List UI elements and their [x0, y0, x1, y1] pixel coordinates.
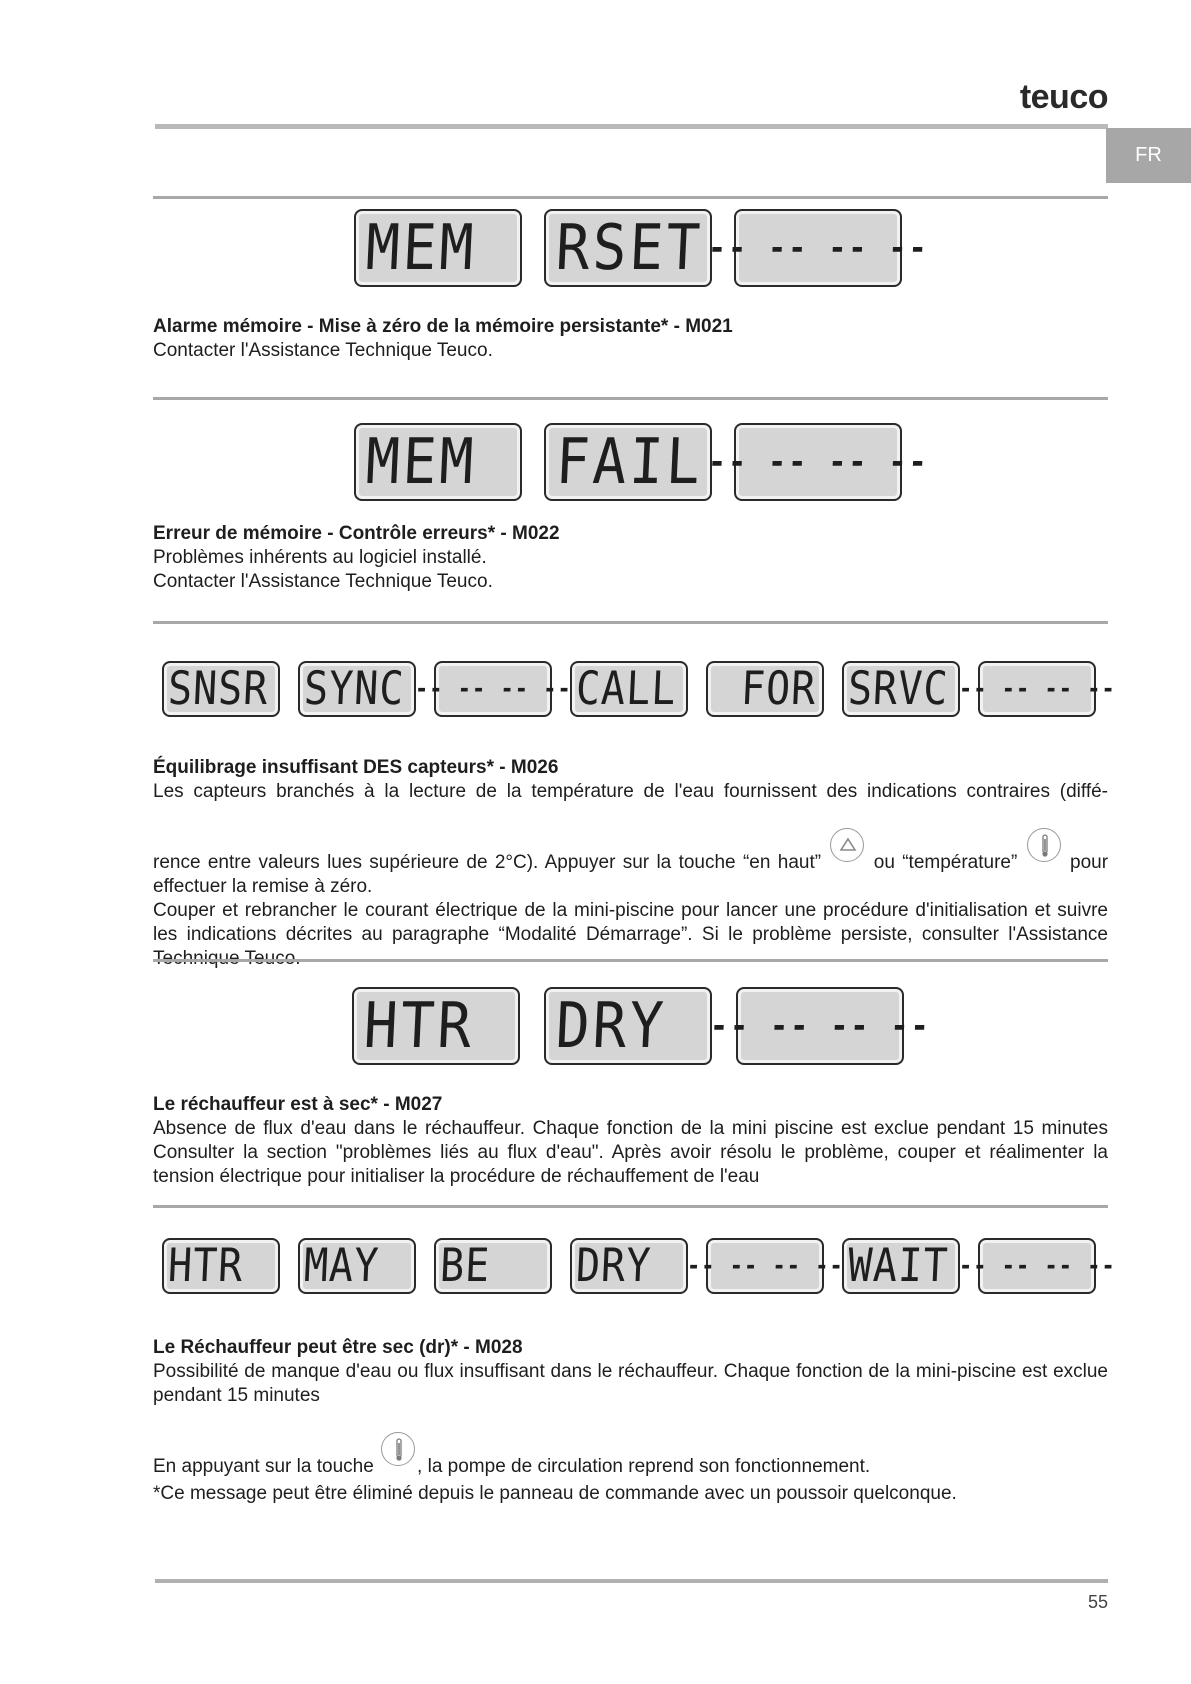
page-number: 55 — [1087, 1592, 1108, 1612]
section-divider — [153, 621, 1108, 624]
lcd-display: -- -- -- -- — [434, 661, 552, 717]
lcd-display: -- -- -- -- — [736, 987, 904, 1065]
section-m026 — [153, 756, 1108, 971]
lcd-display: FAIL — [544, 423, 712, 501]
lcd-display: DRY — [544, 987, 712, 1065]
section-title: Le Réchauffeur peut être sec (dr)* - M028 — [153, 1337, 523, 1358]
lcd-display: MEM — [354, 209, 522, 287]
section-title: Erreur de mémoire - Contrôle erreurs* - M022 — [153, 523, 560, 544]
section-line: Couper et rebrancher le courant électrique de la mini-piscine pour lancer une procédure d'initialisation et suivre les indications décrites au paragraphe “Modalité Démarrage”. Si le problème persiste, consulter l'Assistance — [153, 900, 1108, 945]
lcd-display: -- -- -- -- — [734, 209, 902, 287]
section-m021 — [153, 315, 1108, 363]
section-title: Équilibrage insuffisant DES capteurs* - M026 — [153, 757, 559, 778]
lcd-display: MEM — [354, 423, 522, 501]
lcd-display: CALL — [570, 661, 688, 717]
section-line: Les capteurs branchés à la lecture de la température de l'eau fournissent des indications contraires (diffé- — [153, 781, 1108, 802]
section-line: Problèmes inhérents au logiciel installé. — [153, 547, 487, 568]
section-line-keys: rence entre valeurs lues supérieure de 2°C). Appuyer sur la touche “en haut” ou “température” pour — [153, 828, 1108, 875]
lcd-display: -- -- -- -- — [978, 1238, 1096, 1294]
section-title: Alarme mémoire - Mise à zéro de la mémoire persistante* - M021 — [153, 316, 733, 337]
section-line: effectuer la remise à zéro. — [153, 876, 373, 897]
header-divider — [155, 124, 1108, 129]
footer-divider — [155, 1579, 1108, 1583]
lcd-display: RSET — [544, 209, 712, 287]
footnote: *Ce message peut être éliminé depuis le panneau de commande avec un poussoir quelconque. — [153, 1483, 957, 1504]
section-line: Contacter l'Assistance Technique Teuco. — [153, 571, 493, 592]
section-m027 — [153, 1093, 1108, 1189]
up-key-icon — [830, 828, 864, 862]
temperature-key-icon — [1027, 828, 1061, 862]
lcd-display: MAY — [298, 1238, 416, 1294]
temperature-key-icon — [381, 1432, 415, 1466]
lcd-display: SRVC — [842, 661, 960, 717]
section-divider — [153, 397, 1108, 400]
language-tab: FR — [1106, 128, 1191, 183]
lcd-display: DRY — [570, 1238, 688, 1294]
lcd-display: WAIT — [842, 1238, 960, 1294]
section-line: tension électrique pour initialiser la procédure de réchauffement de l'eau — [153, 1166, 760, 1187]
section-line-key: En appuyant sur la touche , la pompe de circulation reprend son fonctionnement. — [153, 1432, 1108, 1479]
lcd-display: HTR — [352, 987, 520, 1065]
section-divider — [153, 196, 1108, 199]
lcd-display: SYNC — [298, 661, 416, 717]
lcd-display: SNSR — [162, 661, 280, 717]
lcd-display: HTR — [162, 1238, 280, 1294]
lcd-display-row-m027 — [352, 987, 932, 1065]
lcd-display: FOR — [706, 661, 824, 717]
lcd-display: BE — [434, 1238, 552, 1294]
lcd-display-row-m021 — [354, 209, 930, 287]
section-title: Le réchauffeur est à sec* - M027 — [153, 1094, 443, 1115]
brand-logo: teuco — [1019, 78, 1108, 116]
lcd-display-row-m026 — [162, 661, 1117, 717]
section-line: Possibilité de manque d'eau ou flux insuffisant dans le réchauffeur. Chaque fonction de la mini-piscine est exclue pendant 15 minutes — [153, 1361, 1108, 1406]
lcd-display-row-m022 — [354, 423, 930, 501]
section-line: Absence de flux d'eau dans le réchauffeur. Chaque fonction de la mini piscine est exclue pendant 15 minutes — [153, 1118, 1108, 1139]
section-m028 — [153, 1336, 1108, 1479]
section-m022 — [153, 522, 1108, 594]
lcd-display-row-m028 — [162, 1238, 1117, 1294]
section-divider — [153, 1205, 1108, 1208]
section-divider — [153, 959, 1108, 962]
lcd-display: -- -- -- -- — [706, 1238, 824, 1294]
section-line: Consulter la section "problèmes liés au flux d'eau". Après avoir résolu le problème, couper et réalimenter la — [153, 1142, 1108, 1163]
lcd-display: -- -- -- -- — [978, 661, 1096, 717]
section-line: Contacter l'Assistance Technique Teuco. — [153, 340, 493, 361]
lcd-display: -- -- -- -- — [734, 423, 902, 501]
